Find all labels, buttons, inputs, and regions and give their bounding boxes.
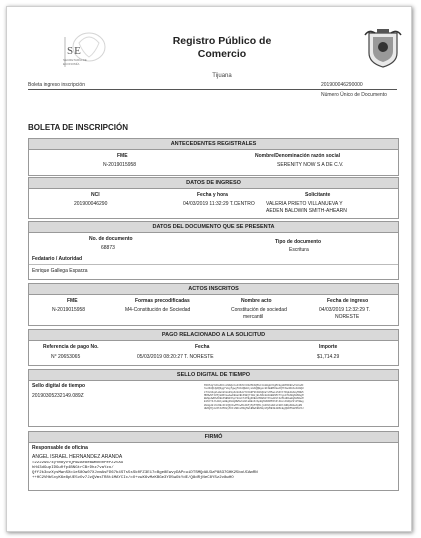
document-page	[6, 6, 412, 532]
signature-line: =22229674yYm8yvYQPWZAe8eBwmOb0PePZ2tAu	[32, 461, 124, 465]
hash-line: kT3x9Fq2LmWv8hUeR1pZc0A6dJYCFGRf0hN2bQ0aYxM5wLkS3Vt7PqE4GA8yMDE5	[204, 390, 304, 394]
state-coat-of-arms-icon	[363, 27, 403, 69]
solicitante-value-2: AEDEN BALDWIN SMITH-AHEARN	[266, 208, 347, 214]
hash-line: UEMgMjAxOTAzMDUyMzIxNDkuMDg5WiBNWCBUSUpVQU5BIEJBSkEgQ0FMSUZPUk5J	[204, 407, 304, 411]
fecha-ingreso-value-2: NORESTE	[335, 314, 360, 320]
hash-line: ZGUgdGllbXBvIFJQQzIwMTkwMzA1MjMyMTQ5LjA4OVpdGFsIGRlIHRpZW1wbyBS	[204, 403, 303, 407]
razon-social-value: SERENITY NOW S A DE C.V.	[277, 162, 344, 168]
actos-fme-label: FME	[67, 298, 78, 304]
agency-small-text: SECRETARÍA DE ECONOMÍA	[63, 58, 87, 66]
tipo-documento-label: Tipo de documento	[275, 239, 322, 245]
nci-value: 201900046290	[74, 201, 108, 207]
title-line-1: Registro Público de	[172, 35, 272, 47]
signature-line: Qff2k3ozXysMwnSXc1e58Ow07XJvmAsFD67b4STs5sSk0FZ3E17cBge8EwvyDAPcuiDTSMQdAU3zP8837GHK25boUCAmRN	[32, 471, 258, 475]
main-heading: BOLETA DE INSCRIPCIÓN	[28, 123, 129, 132]
responsable-label: Responsable de oficina	[32, 445, 88, 451]
hash-line: E1NlY3JldGFyaWEgZGUgRWNvbm9taWExKzApBgNVBAMMIlNlbGxvIGRpZ2l0YWwg	[204, 400, 304, 404]
razon-social-label: Nombre/Denominación razón social	[255, 153, 341, 159]
actos-title: ACTOS INSCRITOS	[29, 284, 398, 295]
section-firmo	[28, 431, 399, 491]
sello-hash-block	[204, 384, 394, 410]
section-pago	[28, 329, 399, 366]
hash-line: hvcNAQkQAQSggfsEgfgwgfUCAQEGCysGAQQBgoc8FAEBMCEwCQYFKw4DAhoFAAQU	[204, 387, 304, 391]
fedatario-divider	[29, 264, 398, 265]
firmo-title: FIRMÓ	[29, 432, 398, 443]
formas-label: Formas precodificadas	[135, 298, 190, 304]
fme-value: N-2019015958	[103, 162, 137, 168]
sello-value: 20190305232149.089Z	[32, 393, 84, 399]
importe-label: Importe	[319, 344, 338, 350]
section-documento	[28, 221, 399, 280]
referencia-pago-label: Referencia de pago No.	[43, 344, 99, 350]
documento-title: DATOS DEL DOCUMENTO QUE SE PRESENTA	[29, 222, 398, 233]
solicitante-value-1: VALERIA PRIETO VILLANUEVA Y	[266, 201, 343, 207]
antecedentes-title: ANTECEDENTES REGISTRALES	[29, 139, 398, 150]
fecha-ingreso-label: Fecha de ingreso	[327, 298, 369, 304]
formas-value: M4-Constitución de Sociedad	[125, 307, 191, 313]
document-number: 201900046290000	[321, 82, 363, 88]
actos-fme-value: N-2019015958	[52, 307, 86, 313]
nci-label: NCI	[91, 192, 100, 198]
ingreso-title: DATOS DE INGRESO	[29, 178, 398, 189]
document-number-caption: Número Único de Documento	[321, 92, 387, 98]
city-label: Tijuana	[212, 73, 232, 79]
document-title	[157, 35, 287, 61]
fecha-hora-value: 04/03/2019 11:32:29 T.CENTRO	[183, 201, 255, 207]
section-ingreso	[28, 177, 399, 219]
fedatario-value: Enrique Gallega Esparza	[32, 268, 88, 274]
solicitante-label: Solicitante	[305, 192, 331, 198]
pago-fecha-value: 05/03/2019 08:20:27 T. NORESTE	[137, 354, 214, 360]
header-divider	[28, 89, 397, 90]
pago-title: PAGO RELACIONADO A LA SOLICITUD	[29, 330, 398, 341]
no-documento-label: No. de documento	[89, 236, 133, 242]
nombre-acto-value-1: Constitución de sociedad	[231, 307, 287, 313]
importe-value: $1,714.29	[317, 354, 340, 360]
hash-line: MIIPdgYJKoZIhvcNAQcCoIIPZzCCD2MCAQMxCzAJBgUrDgMCGgUAMIIBCwYLKoZI	[204, 384, 304, 387]
referencia-pago-value: N° 20653065	[51, 354, 81, 360]
nombre-acto-value-2: mercantil	[243, 314, 264, 320]
fedatario-label: Fedatario / Autoridad	[32, 256, 83, 262]
tipo-documento-value: Escritura	[289, 247, 309, 253]
section-sello	[28, 369, 399, 427]
section-antecedentes	[28, 138, 399, 176]
responsable-name: ANGEL ISRAEL HERNANDEZ ARANDA	[32, 454, 123, 460]
fme-label: FME	[117, 153, 128, 159]
hash-line: MDMwNTIzMjE0OVowAwIBAaCBkKSBjTCBijELMAkGA1UEBhMCTVgxGTAXBgNVBAgM	[204, 393, 304, 397]
hash-line: EENpdWRhZCBkZSBNZXhpY28xFTATBgNVBAcMDEN1YXVodGVtb2MxHDAaBgNVBAoM	[204, 397, 304, 401]
pago-fecha-label: Fecha	[195, 344, 210, 350]
section-actos	[28, 283, 399, 326]
agency-abbreviation: SE	[67, 45, 82, 57]
title-line-2: Comercio	[197, 48, 247, 60]
signature-line: ++HC2VHb5xyK6e8pUE5vOv7JzQVmsTR8t1MAYCIc/cO+vwX6vMzKBGe3YD5wOkYdE/Q8dRjNeC8YSz2v8wHO	[32, 476, 234, 480]
signature-block	[32, 461, 396, 481]
fecha-hora-label: Fecha y hora	[197, 192, 228, 198]
boleta-ingreso-label: Boleta ingreso inscripción	[28, 82, 85, 88]
no-documento-value: 68873	[101, 245, 115, 251]
signature-line: hH43dGupIDGu0fp4BNGtrCBrDhz7vaYzo/	[32, 466, 114, 470]
nombre-acto-label: Nombre acto	[241, 298, 272, 304]
sello-label: Sello digital de tiempo	[32, 383, 86, 389]
fecha-ingreso-value-1: 04/03/2019 12:32:29 T.	[319, 307, 371, 313]
sello-title: SELLO DIGITAL DE TIEMPO	[29, 370, 398, 381]
